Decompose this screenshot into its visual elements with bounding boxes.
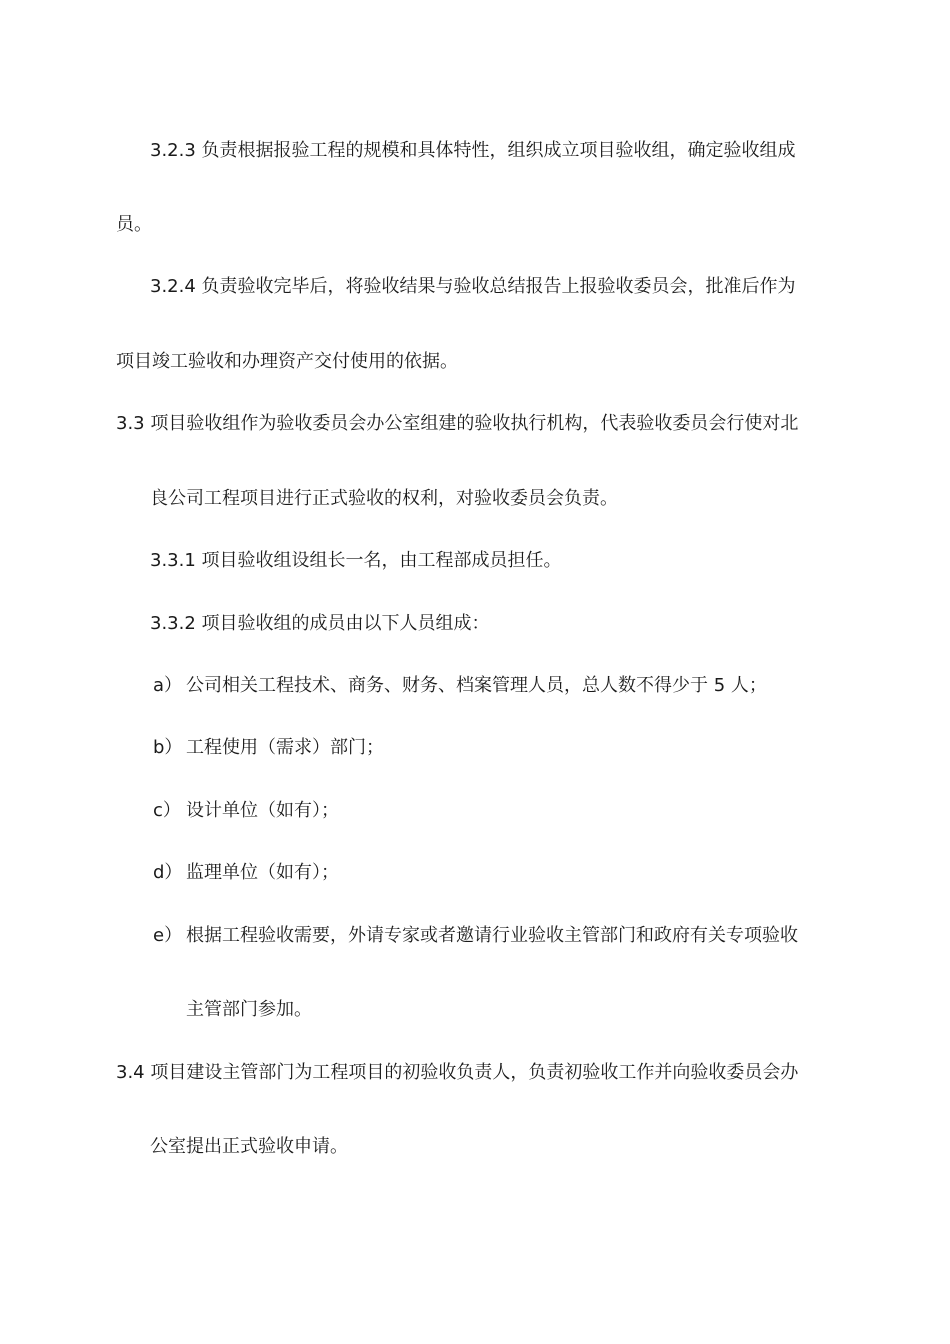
list-item-d (153, 861, 339, 885)
paragraph-3-2-3-line-1: 3.2.3 负责根据报验工程的规模和具体特性，组织成立项目验收组，确定验收组成 (150, 140, 796, 161)
list-marker: b） (153, 737, 183, 758)
list-item-text: 工程使用（需求）部门； (186, 737, 384, 758)
list-marker: c） (153, 800, 181, 821)
list-item-b (153, 736, 384, 760)
list-marker: a） (153, 675, 183, 696)
paragraph-3-4-line-1: 3.4 项目建设主管部门为工程项目的初验收负责人，负责初验收工作并向验收委员会办 (116, 1062, 799, 1083)
list-marker: d） (153, 862, 183, 883)
list-item-text: 公司相关工程技术、商务、财务、档案管理人员，总人数不得少于 5 人； (186, 675, 767, 696)
paragraph-3-3-2: 3.3.2 项目验收组的成员由以下人员组成： (150, 613, 490, 634)
paragraph-3-2-4-line-1: 3.2.4 负责验收完毕后，将验收结果与验收总结报告上报验收委员会，批准后作为 (150, 276, 796, 297)
paragraph-3-2-3-line-2: 员。 (116, 214, 152, 235)
list-item-text: 监理单位（如有）； (186, 862, 339, 883)
paragraph-3-3-line-1: 3.3 项目验收组作为验收委员会办公室组建的验收执行机构，代表验收委员会行使对北 (116, 413, 799, 434)
list-item-c (153, 799, 339, 823)
paragraph-3-2-4-line-2: 项目竣工验收和办理资产交付使用的依据。 (116, 351, 458, 372)
paragraph-3-3-line-2: 良公司工程项目进行正式验收的权利，对验收委员会负责。 (150, 488, 618, 509)
list-item-e-continuation: 主管部门参加。 (186, 999, 312, 1020)
list-item-a (153, 674, 767, 698)
list-item-text: 设计单位（如有）； (186, 800, 339, 821)
list-item-text: 根据工程验收需要，外请专家或者邀请行业验收主管部门和政府有关专项验收 (186, 925, 798, 946)
list-item-e (153, 924, 798, 948)
paragraph-3-4-line-2: 公室提出正式验收申请。 (150, 1136, 348, 1157)
paragraph-3-3-1: 3.3.1 项目验收组设组长一名，由工程部成员担任。 (150, 550, 562, 571)
list-marker: e） (153, 925, 183, 946)
